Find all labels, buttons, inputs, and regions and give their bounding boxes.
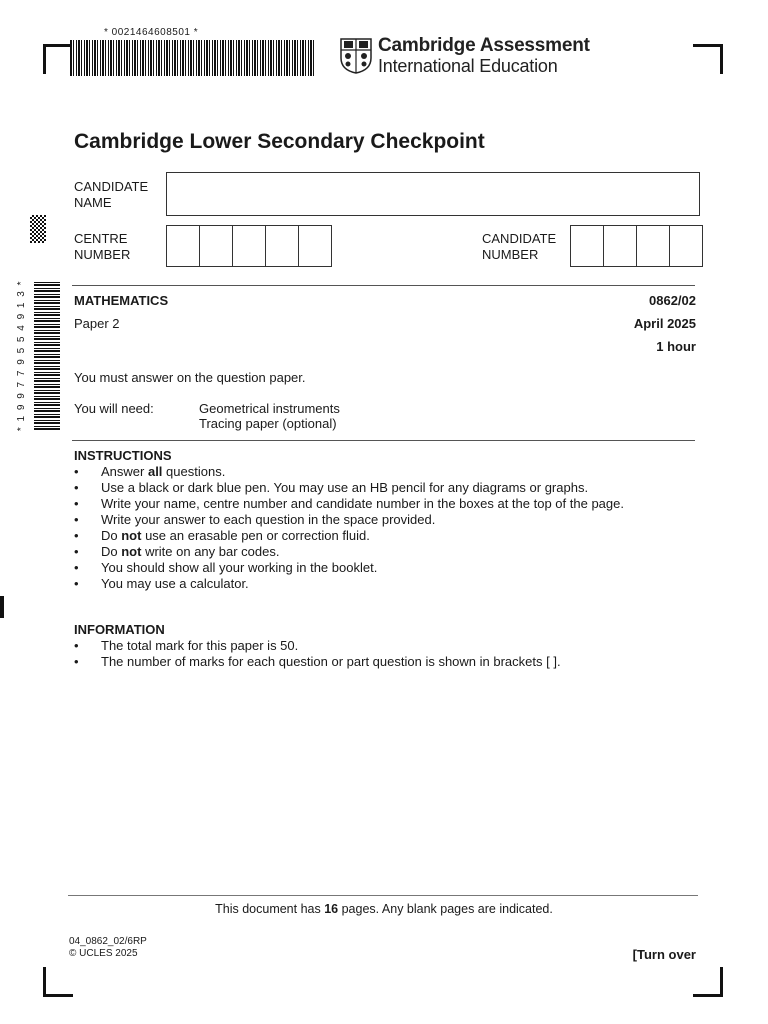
turn-over: [Turn over [632, 947, 696, 962]
corner-mark-top-left [43, 44, 73, 47]
corner-mark-top-right-v [720, 44, 723, 74]
corner-mark-bottom-left-v [43, 967, 46, 997]
centre-digit-box[interactable] [200, 226, 233, 266]
footer-divider [68, 895, 698, 896]
side-code-digits [16, 280, 30, 431]
list-item: • Answer all questions. [74, 464, 624, 480]
instructions-heading: INSTRUCTIONS [74, 448, 172, 463]
need-label: You will need: [74, 401, 154, 416]
copyright: © UCLES 2025 [69, 948, 138, 959]
scan-mark [0, 596, 4, 618]
list-item: • Do not use an erasable pen or correction fluid. [74, 528, 624, 544]
candidate-digit-box[interactable] [637, 226, 670, 266]
list-item: • You may use a calculator. [74, 576, 624, 592]
corner-mark-bottom-right [693, 994, 723, 997]
corner-mark-bottom-right-v [720, 967, 723, 997]
list-item: • Use a black or dark blue pen. You may use an HB pencil for any diagrams or graphs. [74, 480, 624, 496]
list-item: • You should show all your working in the booklet. [74, 560, 624, 576]
centre-digit-box[interactable] [233, 226, 266, 266]
list-item: • The number of marks for each question or part question is shown in brackets [ ]. [74, 654, 561, 670]
corner-mark-top-right [693, 44, 723, 47]
side-barcode [34, 280, 60, 430]
corner-mark-top-left-v [43, 44, 46, 74]
centre-digit-box[interactable] [299, 226, 331, 266]
candidate-digit-box[interactable] [571, 226, 604, 266]
instructions-list [74, 464, 624, 592]
centre-number-boxes[interactable] [166, 225, 332, 267]
paper-number: Paper 2 [74, 316, 120, 331]
answer-note: You must answer on the question paper. [74, 370, 306, 385]
syllabus-code: 0862/02 [649, 293, 696, 308]
information-heading: INFORMATION [74, 622, 165, 637]
need-item: Tracing paper (optional) [199, 416, 337, 431]
need-item: Geometrical instruments [199, 401, 340, 416]
list-item: • Write your answer to each question in the space provided. [74, 512, 624, 528]
cambridge-shield-icon [340, 38, 372, 74]
information-list [74, 638, 561, 670]
candidate-number-boxes[interactable] [570, 225, 703, 267]
logo-line-1: Cambridge Assessment [378, 35, 590, 56]
side-2d-code [30, 215, 46, 243]
centre-number-label: CENTRE NUMBER [74, 231, 131, 262]
exam-date: April 2025 [633, 316, 696, 331]
list-item: • Write your name, centre number and candidate number in the boxes at the top of the page. [74, 496, 624, 512]
logo-line-2: International Education [378, 56, 558, 76]
candidate-digit-box[interactable] [604, 226, 637, 266]
barcode-number: * 0021464608501 * [104, 27, 199, 38]
document-reference: 04_0862_02/6RP [69, 936, 147, 947]
list-item: • Do not write on any bar codes. [74, 544, 624, 560]
corner-mark-bottom-left [43, 994, 73, 997]
subject-name: MATHEMATICS [74, 293, 169, 308]
list-item: • The total mark for this paper is 50. [74, 638, 561, 654]
candidate-number-label: CANDIDATE NUMBER [482, 231, 557, 262]
divider [72, 440, 695, 441]
page-count-note: This document has 16 pages. Any blank pages are indicated. [215, 902, 553, 916]
candidate-name-box[interactable] [166, 172, 700, 216]
side-code-text: * 1 9 9 7 7 9 5 5 4 9 1 3 * [16, 280, 27, 432]
centre-digit-box[interactable] [266, 226, 299, 266]
candidate-name-label: CANDIDATE NAME [74, 179, 149, 210]
page-title: Cambridge Lower Secondary Checkpoint [74, 130, 485, 153]
centre-digit-box[interactable] [167, 226, 200, 266]
barcode-image [70, 40, 314, 76]
divider [72, 285, 695, 286]
candidate-digit-box[interactable] [670, 226, 702, 266]
exam-duration: 1 hour [656, 339, 696, 354]
